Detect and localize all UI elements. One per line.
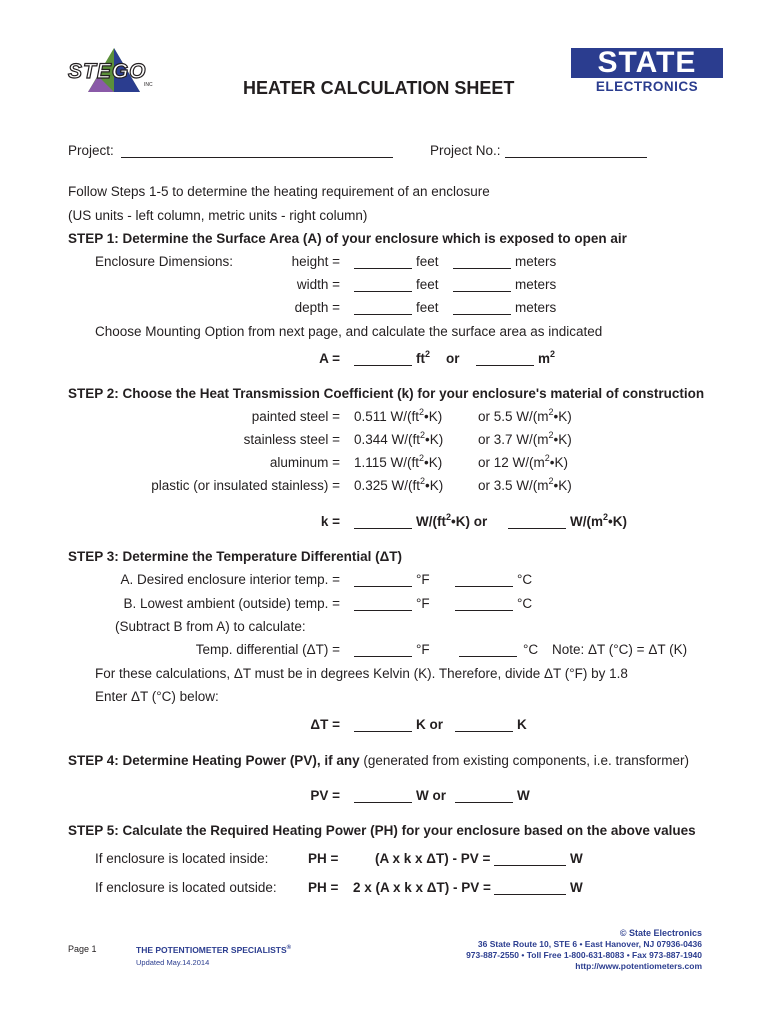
height-feet-unit: feet — [416, 254, 439, 269]
outside-unit: W — [570, 880, 583, 895]
outside-label: If enclosure is located outside: — [95, 880, 277, 895]
k-metric-unit: $W/(m^2•K)$ — [570, 512, 627, 529]
inside-formula: (A x k x ΔT) - PV = — [375, 851, 491, 866]
interior-temp-f-unit: °F — [416, 572, 430, 587]
intro-line-1: Follow Steps 1-5 to determine the heating requirement of an enclosure — [68, 184, 490, 199]
depth-label: depth = — [294, 300, 340, 315]
width-meters-unit: meters — [515, 277, 557, 292]
pv-end: W — [517, 788, 530, 803]
stego-logo — [68, 46, 160, 96]
footer-copyright: © State Electronics — [619, 928, 702, 938]
mounting-instruction: Choose Mounting Option from next page, and calculate the surface area as indicated — [95, 324, 603, 339]
subtract-instruction: (Subtract B from A) to calculate: — [115, 619, 306, 634]
interior-temp-f-field[interactable] — [354, 586, 412, 587]
area-ft-unit: $ft^2$ — [416, 349, 431, 366]
ambient-temp-f-field[interactable] — [354, 610, 412, 611]
page-number: Page 1 — [68, 944, 97, 954]
coeff-metric-aluminum: or 12 $W/(m^2•K)$ — [478, 453, 569, 470]
k-metric-field[interactable] — [508, 528, 566, 529]
enter-instruction: Enter ΔT (°C) below: — [95, 689, 219, 704]
area-m-unit: $m^2$ — [538, 349, 556, 366]
material-stainless-steel: stainless steel = — [243, 432, 340, 447]
coeff-us-aluminum: 1.115 $W/(ft^2•K)$ — [354, 453, 443, 470]
k-us-unit: $W/(ft^2•K)$ or — [416, 512, 488, 529]
step2-heading: STEP 2: Choose the Heat Transmission Coefficient (k) for your enclosure's material of construction — [68, 386, 705, 401]
outside-ph-field[interactable] — [494, 894, 566, 895]
temp-note: Note: ΔT (°C) = ΔT (K) — [552, 642, 688, 657]
interior-temp-label: A. Desired enclosure interior temp. = — [120, 572, 340, 587]
interior-temp-c-field[interactable] — [455, 586, 513, 587]
k-us-field[interactable] — [354, 528, 412, 529]
project-label: Project: — [68, 143, 114, 158]
inside-ph-field[interactable] — [494, 865, 566, 866]
coeff-us-stainless-steel: 0.344 $W/(ft^2•K)$ — [354, 430, 444, 447]
material-plastic: plastic (or insulated stainless) = — [151, 478, 340, 493]
state-electronics-logo — [571, 48, 723, 94]
coeff-metric-stainless-steel: or 3.7 $W/(m^2•K)$ — [478, 430, 572, 447]
step5-heading: STEP 5: Calculate the Required Heating Power (PH) for your enclosure based on the above values — [68, 823, 696, 838]
height-meters-unit: meters — [515, 254, 557, 269]
step1-heading: STEP 1: Determine the Surface Area (A) of your enclosure which is exposed to open air — [68, 231, 627, 246]
area-result-label: A = — [319, 351, 340, 366]
updated-date: Updated May.14.2014 — [136, 958, 210, 967]
step3-heading: STEP 3: Determine the Temperature Differential (ΔT) — [68, 549, 403, 564]
inside-ph: PH = — [308, 851, 339, 866]
temp-diff-c-field[interactable] — [459, 656, 517, 657]
delta-t-mid: K or — [416, 717, 443, 732]
enclosure-dimensions-label: Enclosure Dimensions: — [95, 254, 234, 269]
temp-diff-c-unit: °C — [523, 642, 539, 657]
project-field[interactable] — [121, 157, 393, 158]
project-no-label: Project No.: — [430, 143, 501, 158]
temp-diff-f-unit: °F — [416, 642, 430, 657]
stego-wordmark: STEGO — [68, 60, 147, 83]
footer-phone: 973-887-2550 • Toll Free 1-800-631-8083 • Fax 973-887-1940 — [466, 950, 702, 960]
outside-formula: 2 x (A x k x ΔT) - PV = — [353, 880, 491, 895]
height-meters-field[interactable] — [453, 268, 511, 269]
depth-feet-field[interactable] — [354, 314, 412, 315]
state-logo-top: STATE — [571, 48, 723, 78]
ambient-temp-f-unit: °F — [416, 596, 430, 611]
ambient-temp-label: B. Lowest ambient (outside) temp. = — [123, 596, 340, 611]
ambient-temp-c-unit: °C — [517, 596, 533, 611]
state-logo-bottom: ELECTRONICS — [595, 79, 699, 94]
delta-t-k2-field[interactable] — [455, 731, 513, 732]
area-or: or — [446, 351, 460, 366]
area-ft-field[interactable] — [354, 365, 412, 366]
width-feet-unit: feet — [416, 277, 439, 292]
interior-temp-c-unit: °C — [517, 572, 533, 587]
material-aluminum: aluminum = — [269, 455, 340, 470]
height-label: height = — [291, 254, 340, 269]
temp-diff-f-field[interactable] — [354, 656, 412, 657]
pv-w-field[interactable] — [354, 802, 412, 803]
area-m-field[interactable] — [476, 365, 534, 366]
height-feet-field[interactable] — [354, 268, 412, 269]
intro-line-2: (US units - left column, metric units - right column) — [68, 208, 368, 223]
delta-t-result-label: ΔT = — [310, 717, 340, 732]
depth-meters-unit: meters — [515, 300, 557, 315]
footer-url[interactable]: http://www.potentiometers.com — [575, 961, 702, 971]
specialists-tagline: THE POTENTIOMETER SPECIALISTS® — [136, 945, 292, 955]
pv-mid: W or — [416, 788, 446, 803]
width-label: width = — [296, 277, 340, 292]
step4-heading: STEP 4: Determine Heating Power (PV), if any (generated from existing components, i.e. transformer) — [68, 753, 689, 768]
coeff-us-plastic: 0.325 $W/(ft^2•K)$ — [354, 476, 444, 493]
width-feet-field[interactable] — [354, 291, 412, 292]
footer-address: 36 State Route 10, STE 6 • East Hanover, NJ 07936-0436 — [477, 939, 702, 949]
pv-result-label: PV = — [310, 788, 340, 803]
pv-w2-field[interactable] — [455, 802, 513, 803]
coeff-metric-painted-steel: or 5.5 $W/(m^2•K)$ — [478, 407, 572, 424]
temp-diff-label: Temp. differential (ΔT) = — [195, 642, 340, 657]
inside-label: If enclosure is located inside: — [95, 851, 269, 866]
width-meters-field[interactable] — [453, 291, 511, 292]
coeff-us-painted-steel: 0.511 $W/(ft^2•K)$ — [354, 407, 443, 424]
depth-feet-unit: feet — [416, 300, 439, 315]
delta-t-end: K — [517, 717, 527, 732]
kelvin-instruction: For these calculations, ΔT must be in degrees Kelvin (K). Therefore, divide ΔT (°F) by 1.8 — [95, 666, 628, 681]
delta-t-k-field[interactable] — [354, 731, 412, 732]
stego-sub: INC — [144, 82, 153, 88]
ambient-temp-c-field[interactable] — [455, 610, 513, 611]
footer-address-block — [466, 928, 702, 972]
coeff-metric-plastic: or 3.5 $W/(m^2•K)$ — [478, 476, 572, 493]
depth-meters-field[interactable] — [453, 314, 511, 315]
material-painted-steel: painted steel = — [251, 409, 340, 424]
page-title: HEATER CALCULATION SHEET — [243, 78, 515, 98]
inside-unit: W — [570, 851, 583, 866]
project-no-field[interactable] — [505, 157, 647, 158]
k-result-label: k = — [320, 514, 340, 529]
outside-ph: PH = — [308, 880, 339, 895]
